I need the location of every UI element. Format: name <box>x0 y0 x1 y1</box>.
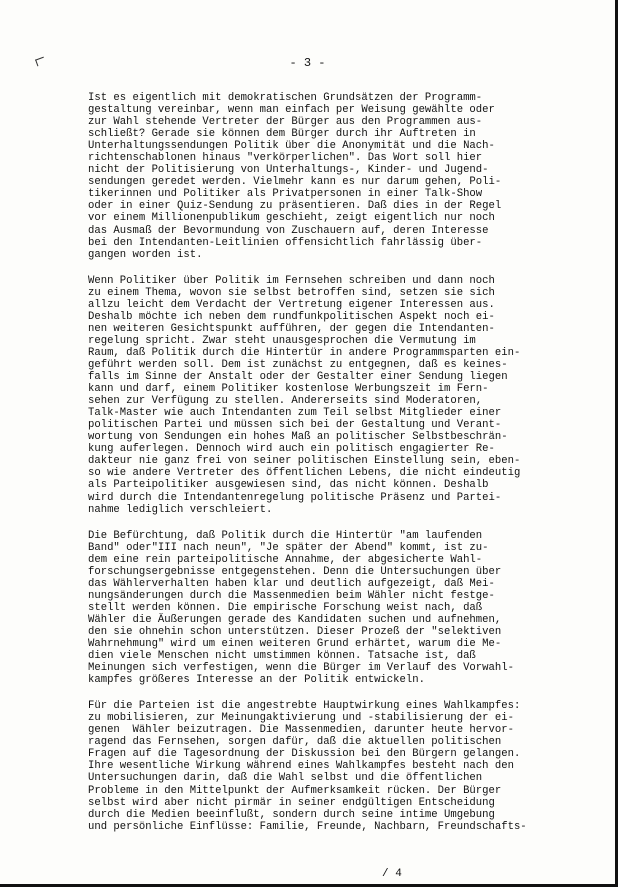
text-line: sendungen geredet werden. Vielmehr kann es nur darum gehen, Poli- <box>88 176 502 189</box>
text-line: Wahrnehmung" wird um einen weiteren Grund erhärtet, warum die Me- <box>88 638 502 651</box>
text-line: oder in einer Quiz-Sendung zu präsentieren. Daß dies in der Regel <box>88 200 502 213</box>
page-number: - 3 - <box>289 56 326 70</box>
text-line: zu einem Thema, wovon sie selbst betroffen sind, setzen sie sich <box>88 286 495 299</box>
text-line: politischen Partei und müssen sich bei der Gestaltung und Verant- <box>88 419 502 432</box>
text-line: nungsänderungen durch die Massenmedien beim Wähler nicht festge- <box>88 589 495 602</box>
paragraph-2 <box>88 275 558 516</box>
text-line: dem eine rein parteipolitische Annahme, der abgesicherte Wahl- <box>88 553 483 566</box>
text-line: gestaltung vereinbar, wenn man einfach per Weisung gewählte oder <box>88 104 495 117</box>
text-line: stellt werden können. Die empirische Forschung weist nach, daß <box>88 601 483 614</box>
text-line: Talk-Master wie auch Intendanten zum Teil selbst Mitglieder einer <box>88 407 502 420</box>
text-line: als Parteipolitiker ausgewiesen sind, das nicht können. Deshalb <box>88 479 489 492</box>
text-line: das Ausmaß der Bevormundung von Zuschauern auf, deren Interesse <box>88 224 489 237</box>
text-line: bei den Intendanten-Leitlinien offensichtlich fahrlässig über- <box>88 236 483 249</box>
text-line: das Wählerverhalten haben klar und deutlich aufgezeigt, daß Mei- <box>88 577 495 590</box>
text-line: nahme lediglich verschleiert. <box>88 503 273 516</box>
text-line: Die Befürchtung, daß Politik durch die Hintertür "am laufenden <box>88 529 483 542</box>
paragraph-3 <box>88 530 558 687</box>
text-line: Meinungen sich verfestigen, wenn die Bürger im Verlauf des Vorwahl- <box>88 662 514 675</box>
next-page-reference: / 4 <box>382 868 402 880</box>
text-line: zu mobilisieren, zur Meinungaktivierung und -stabilisierung der ei- <box>88 712 514 725</box>
text-line: Für die Parteien ist die angestrebte Hauptwirkung eines Wahlkampfes: <box>88 700 521 713</box>
text-line: vor einem Millionenpublikum geschieht, zeigt eigentlich nur noch <box>88 212 495 225</box>
text-line: ragend das Fernsehen, sorgen dafür, daß die aktuellen politischen <box>88 736 502 749</box>
text-line: falls im Sinne der Anstalt oder der Gestalter einer Sendung liegen <box>88 371 508 384</box>
text-line: dakteur nie ganz frei von seiner politischen Einstellung sein, eben- <box>88 455 521 468</box>
text-line: schließt? Gerade sie können dem Bürger durch ihr Auftreten in <box>88 128 476 141</box>
text-line: geführt werden soll. Dem ist zunächst zu entgegnen, daß es keines- <box>88 358 508 371</box>
text-line: selbst wird aber nicht pirmär in seiner endgültigen Entscheidung <box>88 796 495 809</box>
text-line: tikerinnen und Politiker als Privatpersonen in einer Talk-Show <box>88 188 483 201</box>
text-line: allzu leicht dem Verdacht der Vertretung eigener Interessen aus. <box>88 298 495 311</box>
text-line: Raum, daß Politik durch die Hintertür in andere Programmsparten ein- <box>88 346 521 359</box>
text-line: zur Wahl stehende Vertreter der Bürger aus den Programmen aus- <box>88 116 483 129</box>
text-line: kampfes größeres Interesse an der Politik entwickeln. <box>88 674 425 687</box>
text-line: gangen worden ist. <box>88 248 203 261</box>
text-line: Probleme in den Mittelpunkt der Aufmerksamkeit rücken. Der Bürger <box>88 784 502 797</box>
text-line: wird durch die Intendantenregelung politische Präsenz und Partei- <box>88 491 502 504</box>
text-line: kung auferlegen. Dennoch wird auch ein politisch engagierter Re- <box>88 443 495 456</box>
text-line: forschungsergebnisse entgegenstehen. Denn die Untersuchungen über <box>88 565 502 578</box>
text-line: nicht der Politisierung von Unterhaltungs-, Kinder- und Jugend- <box>88 164 489 177</box>
text-line: kann und darf, einem Politiker kostenlose Werbungszeit im Fern- <box>88 383 489 396</box>
body-text <box>88 92 558 847</box>
text-line: Ihre wesentliche Wirkung während eines Wahlkampfes besteht nach den <box>88 760 514 773</box>
text-line: regelung spricht. Zwar steht unausgesprochen die Vermutung im <box>88 334 476 347</box>
text-line: wortung von Sendungen ein hohes Maß an politischer Selbstbeschrän- <box>88 431 508 444</box>
text-line: Ist es eigentlich mit demokratischen Grundsätzen der Programm- <box>88 92 483 104</box>
text-line: nen weiteren Gesichtspunkt aufführen, der gegen die Intendanten- <box>88 322 495 335</box>
text-line: Fragen auf die Tagesordnung der Diskussion bei den Bürgern gelangen. <box>88 748 521 761</box>
text-line: Wähler die Äußerungen gerade des Kandidaten suchen und aufnehmen, <box>88 613 502 626</box>
text-line: und persönliche Einflüsse: Familie, Freunde, Nachbarn, Freundschafts- <box>88 820 527 833</box>
text-line: so wie andere Vertreter des öffentlichen Lebens, die nicht eindeutig <box>88 467 521 480</box>
text-line: sehen zur Verfügung zu stellen. Andererseits sind Moderatoren, <box>88 395 483 408</box>
paragraph-4 <box>88 700 558 833</box>
text-line: Deshalb möchte ich neben dem rundfunkpolitischen Aspekt noch ei- <box>88 310 495 323</box>
text-line: Untersuchungen darin, daß die Wahl selbst und die öffentlichen <box>88 772 483 785</box>
text-line: Wenn Politiker über Politik im Fernsehen schreiben und dann noch <box>88 274 495 287</box>
text-line: dien viele Menschen nicht umstimmen können. Tatsache ist, daß <box>88 650 476 663</box>
text-line: richtenschablonen hinaus "verkörperlichen". Das Wort soll hier <box>88 152 483 165</box>
text-line: Band" oder"III nach neun", "Je später der Abend" kommt, ist zu- <box>88 541 489 554</box>
text-line: den sie ohnehin schon unterstützen. Dieser Prozeß der "selektiven <box>88 625 502 638</box>
text-line: Unterhaltungssendungen Politik über die Anonymität und die Nach- <box>88 140 495 153</box>
text-line: durch die Medien beeinflußt, sondern durch seine intime Umgebung <box>88 808 495 821</box>
paragraph-1 <box>88 92 558 261</box>
text-line: genen Wähler beizutragen. Die Massenmedien, darunter heute hervor- <box>88 724 514 737</box>
